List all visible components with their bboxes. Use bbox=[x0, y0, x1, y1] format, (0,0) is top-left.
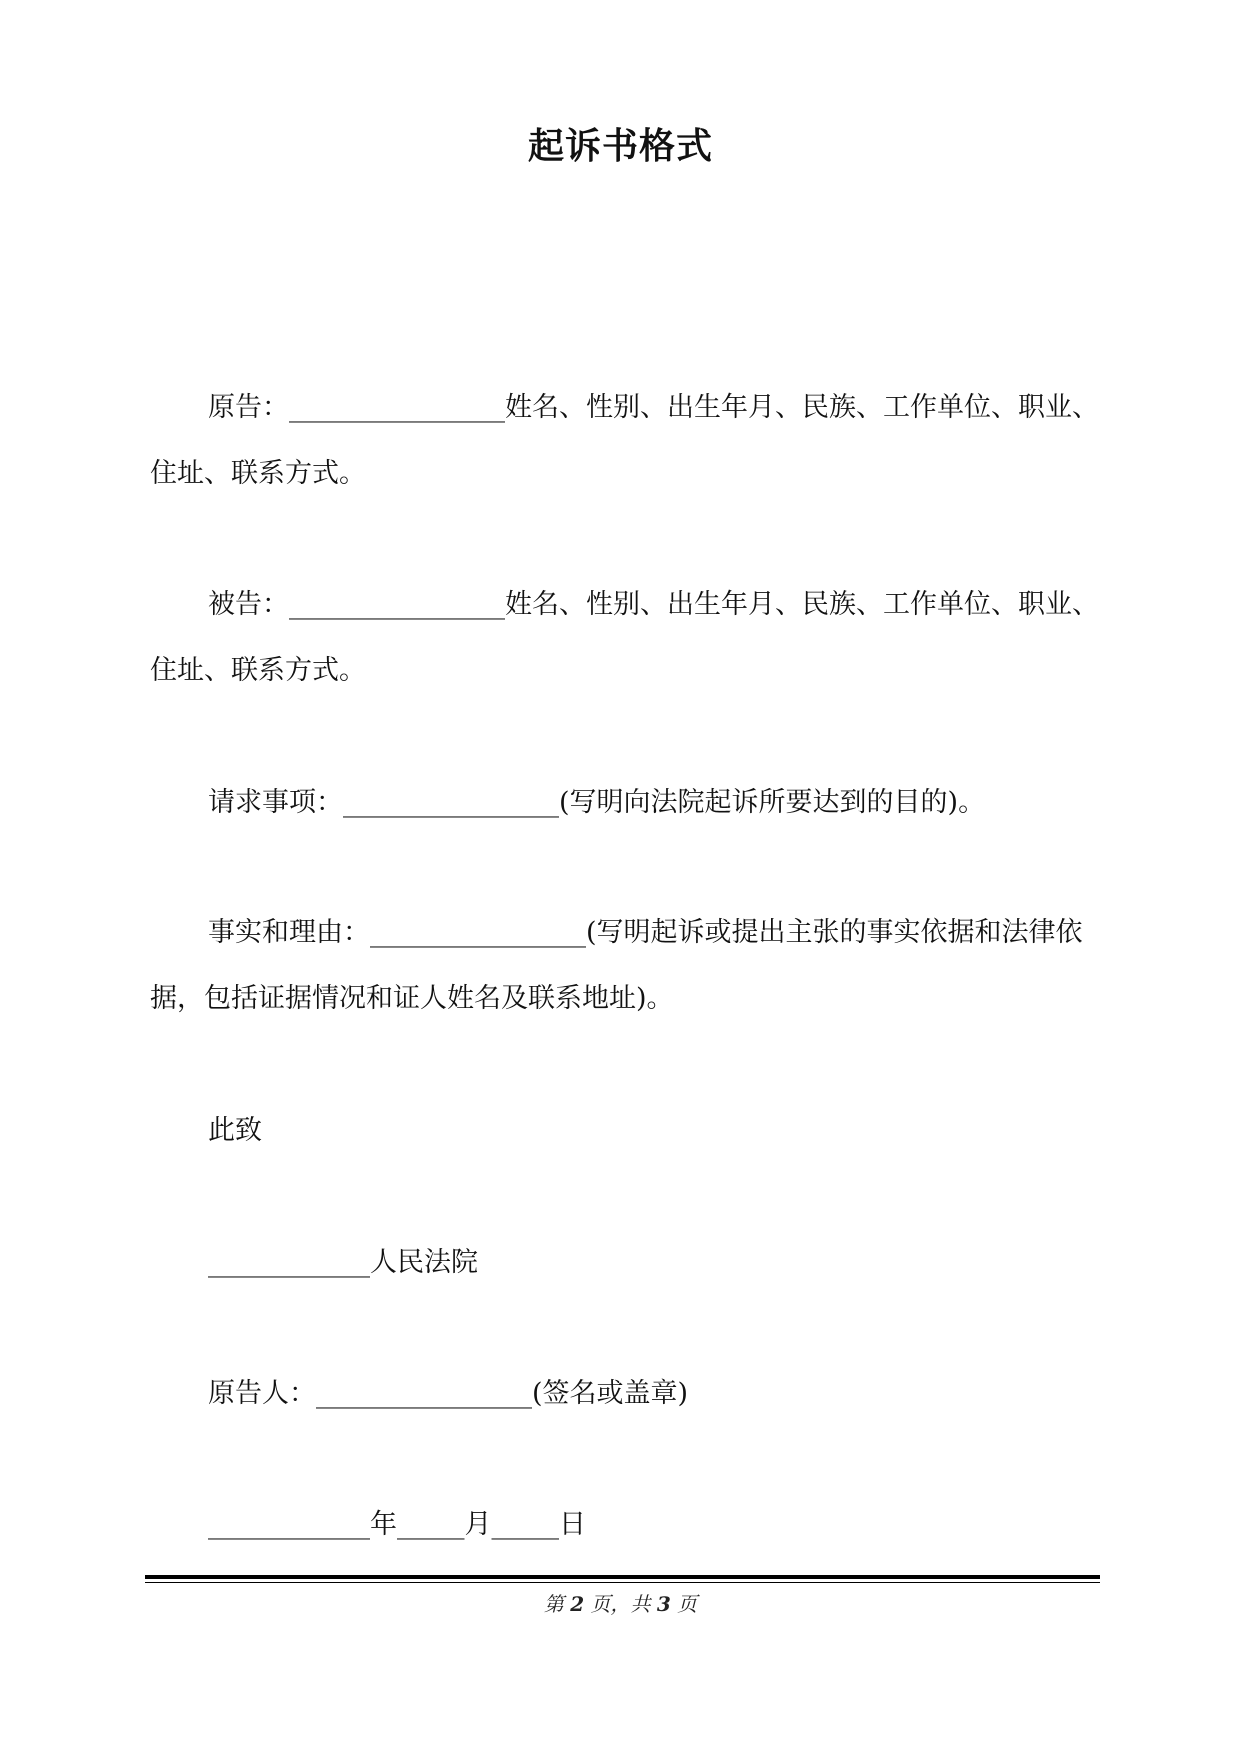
plaintiff-paragraph: 原告：________________姓名、性别、出生年月、民族、工作单位、职业、住址、联系方式。 bbox=[150, 392, 1099, 489]
salutation: 此致 bbox=[208, 1115, 262, 1146]
footer-prefix: 第 bbox=[543, 1592, 564, 1616]
footer-current-page: 2 bbox=[570, 1592, 585, 1616]
footer-middle: 页，共 bbox=[590, 1592, 651, 1616]
claims-paragraph: 请求事项：________________(写明向法院起诉所要达到的目的)。 bbox=[208, 787, 986, 818]
facts-paragraph: 事实和理由：________________(写明起诉或提出主张的事实依据和法律依据，包括证据情况和证人姓名及联系地址)。 bbox=[150, 917, 1083, 1014]
page-footer bbox=[0, 1588, 1241, 1617]
footer-total-pages: 3 bbox=[656, 1592, 671, 1616]
footer-divider-thick bbox=[145, 1575, 1100, 1579]
court-line: ____________人民法院 bbox=[208, 1247, 478, 1278]
signature-line: 原告人：________________(签名或盖章) bbox=[208, 1378, 689, 1409]
page-title: 起诉书格式 bbox=[527, 125, 713, 167]
footer-divider-thin bbox=[145, 1582, 1100, 1583]
footer-suffix: 页 bbox=[677, 1592, 698, 1616]
defendant-paragraph: 被告：________________姓名、性别、出生年月、民族、工作单位、职业、住址、联系方式。 bbox=[150, 589, 1099, 686]
date-line: ____________年_____月_____日 bbox=[208, 1509, 586, 1540]
